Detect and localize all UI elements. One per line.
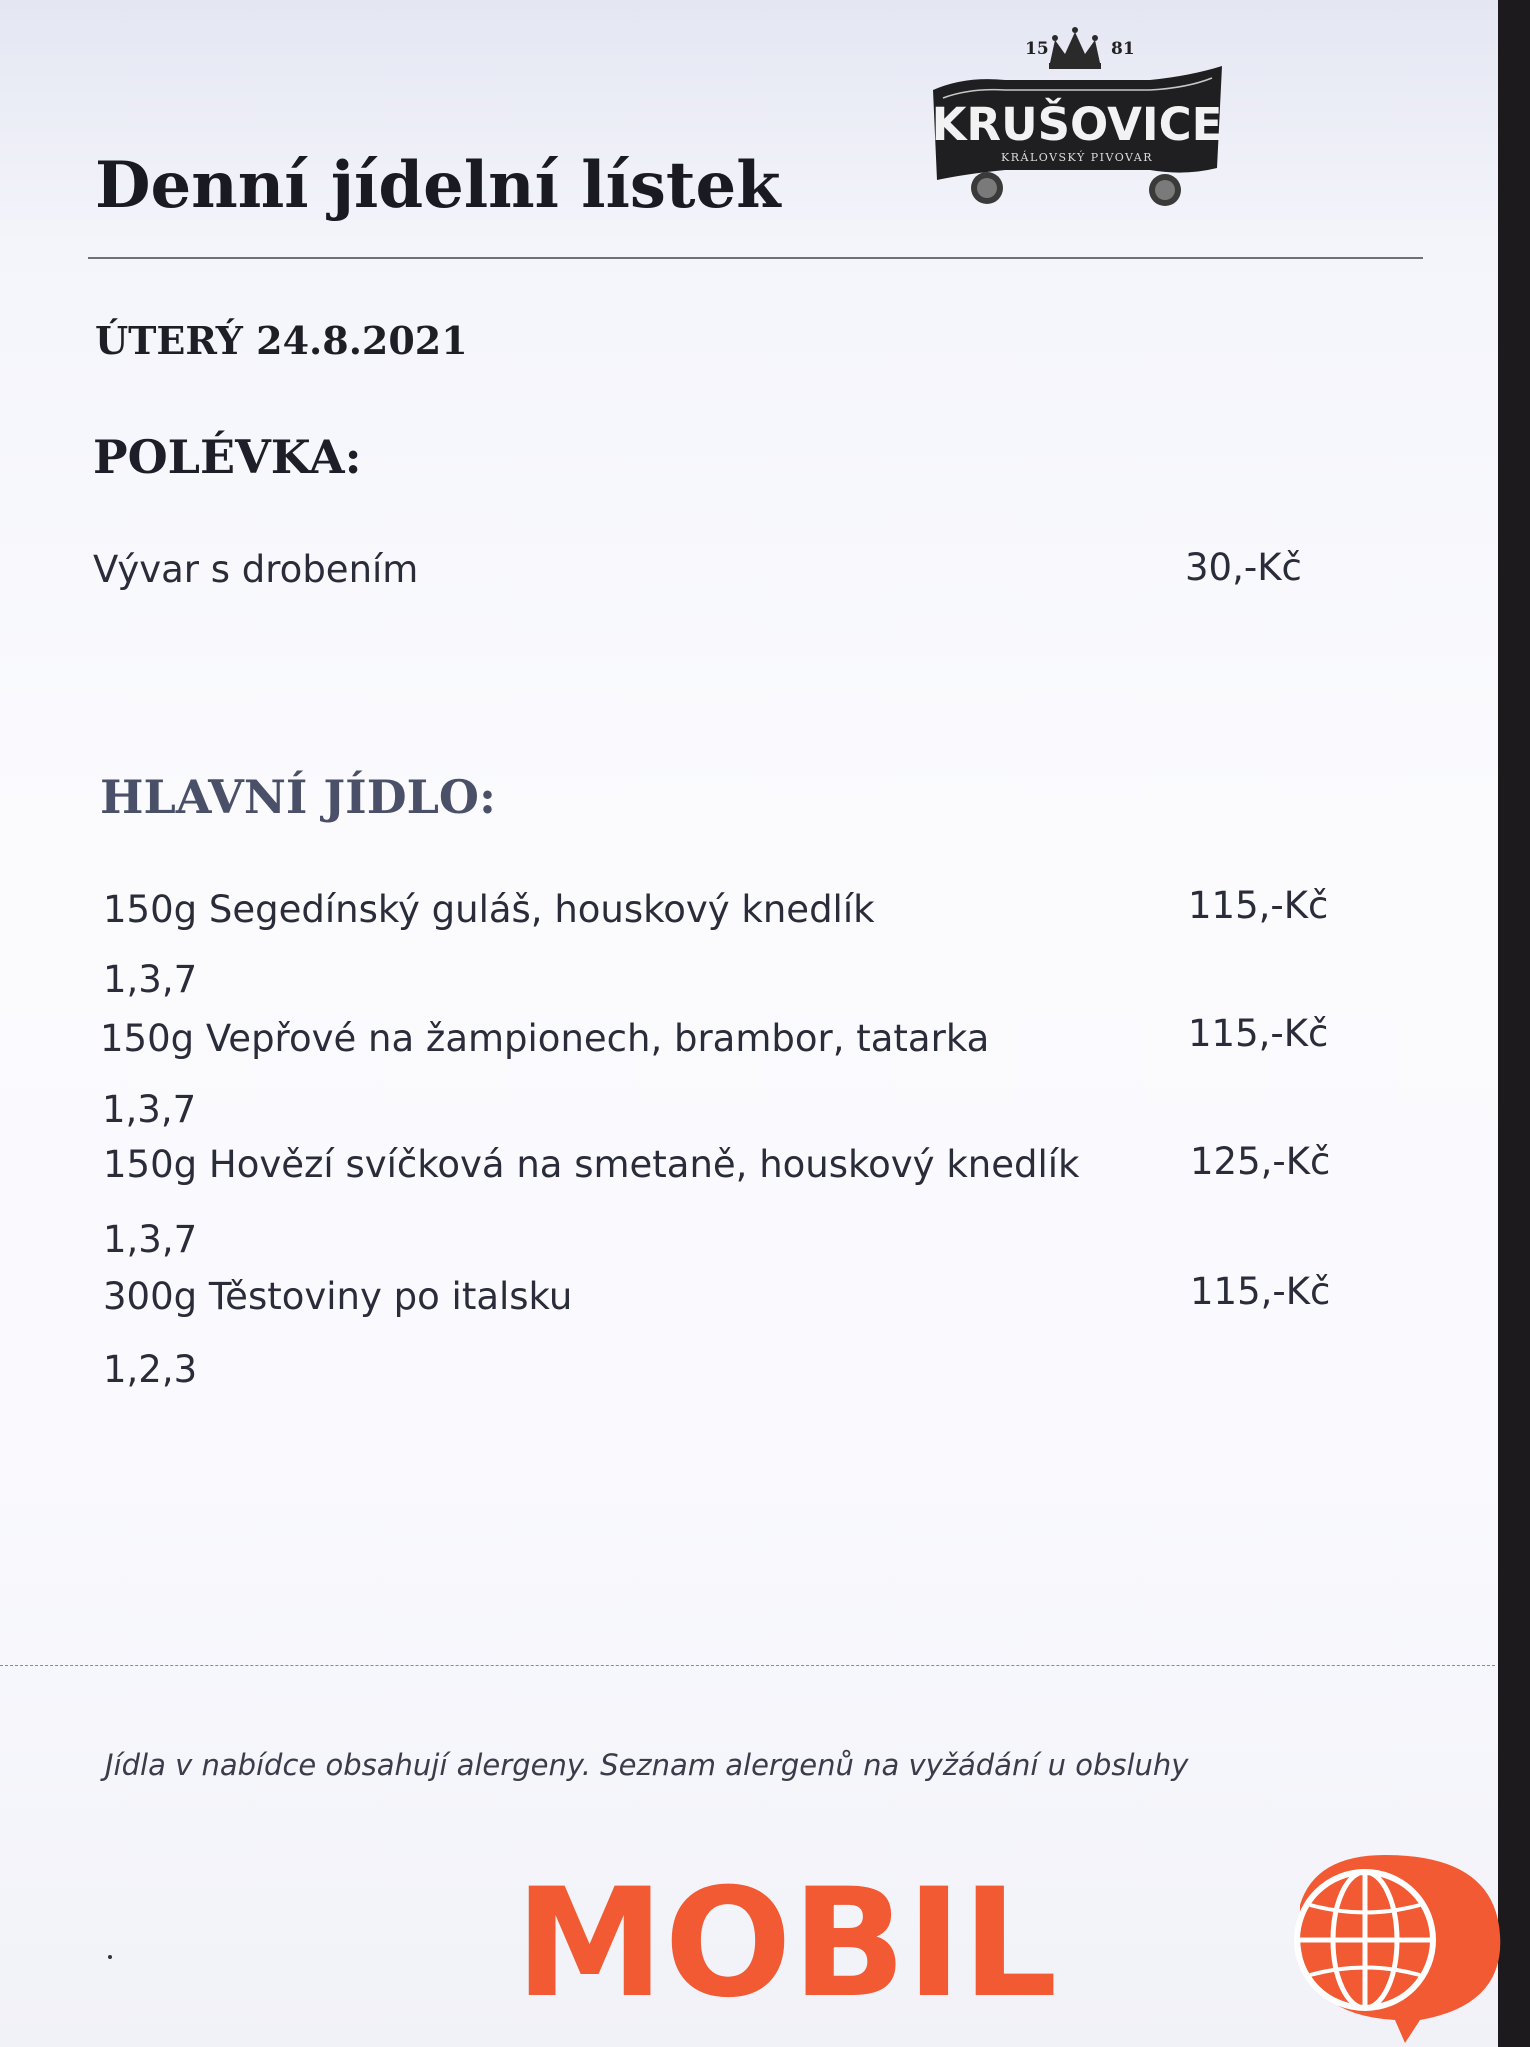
crown-icon xyxy=(1049,27,1101,69)
brand-year-right: 81 xyxy=(1111,39,1135,59)
crest-right-icon xyxy=(1149,174,1181,206)
menu-date: ÚTERÝ 24.8.2021 xyxy=(95,318,468,363)
header-divider xyxy=(88,257,1423,259)
main-item-allergens: 1,3,7 xyxy=(103,1218,198,1261)
krusovice-logo xyxy=(925,18,1230,218)
page-title: Denní jídelní lístek xyxy=(95,148,781,223)
watermark-text: MOBIL xyxy=(515,1857,1058,2031)
main-item-name: 300g Těstoviny po italsku xyxy=(103,1275,573,1318)
main-item-allergens: 1,2,3 xyxy=(103,1348,198,1391)
main-item-name: 150g Segedínský guláš, houskový knedlík xyxy=(103,888,875,931)
main-item-name: 150g Vepřové na žampionech, brambor, tatarka xyxy=(100,1017,990,1060)
main-item-allergens: 1,3,7 xyxy=(102,1088,197,1131)
brand-year-left: 15 xyxy=(1025,39,1049,59)
soup-item-price: 30,-Kč xyxy=(1185,546,1302,589)
soup-heading: POLÉVKA: xyxy=(93,430,362,484)
main-item-name: 150g Hovězí svíčková na smetaně, houskový knedlík xyxy=(103,1143,1080,1186)
soup-item-name: Vývar s drobením xyxy=(93,548,419,591)
brand-tagline: KRÁLOVSKÝ PIVOVAR xyxy=(1001,151,1153,164)
mobil-watermark xyxy=(515,1845,1515,2045)
main-item-price: 115,-Kč xyxy=(1188,1012,1329,1055)
main-item-allergens: 1,3,7 xyxy=(103,958,198,1001)
brand-name: KRUŠOVICE xyxy=(931,98,1223,151)
footer-divider xyxy=(0,1665,1495,1666)
stray-dot xyxy=(108,1955,112,1959)
globe-icon xyxy=(1297,1855,1500,2043)
main-heading: HLAVNÍ JÍDLO: xyxy=(100,770,496,824)
allergen-note: Jídla v nabídce obsahují alergeny. Seznam alergenů na vyžádání u obsluhy xyxy=(105,1748,1189,1782)
main-item-price: 115,-Kč xyxy=(1188,884,1329,927)
main-item-price: 125,-Kč xyxy=(1190,1140,1331,1183)
main-item-price: 115,-Kč xyxy=(1190,1270,1331,1313)
crest-left-icon xyxy=(971,172,1003,204)
